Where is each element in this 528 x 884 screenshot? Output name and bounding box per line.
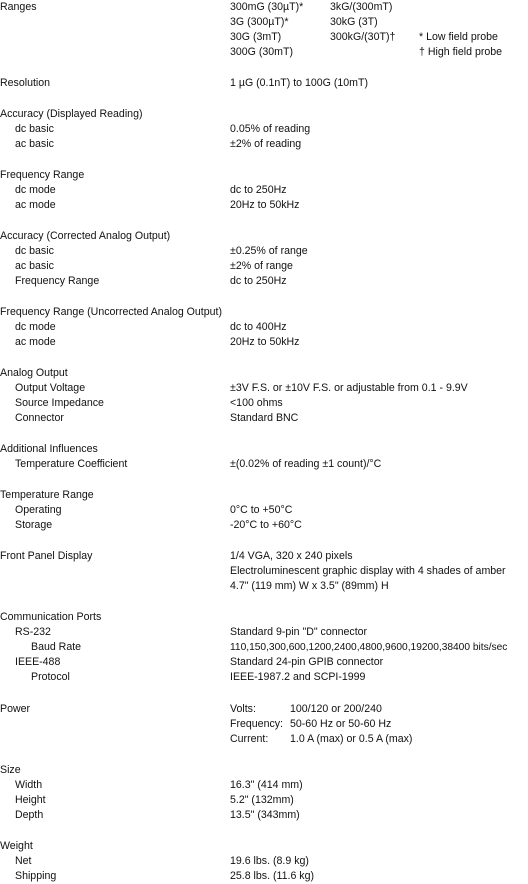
spec-label: ac basic xyxy=(15,260,54,272)
spec-value: 20Hz to 50kHz xyxy=(230,336,300,348)
spec-value: 0.05% of reading xyxy=(230,123,311,135)
spec-value: 13.5" (343mm) xyxy=(230,809,300,821)
spec-value: Standard BNC xyxy=(230,412,299,424)
spec-label: IEEE-488 xyxy=(15,656,61,668)
power-value: 1.0 A (max) or 0.5 A (max) xyxy=(290,733,413,745)
power-value: 50-60 Hz or 50-60 Hz xyxy=(290,718,392,730)
range-note: † High field probe xyxy=(419,46,503,58)
spec-value: ±(0.02% of reading ±1 count)/°C xyxy=(230,458,382,470)
range-value: 30G (3mT) xyxy=(230,31,282,43)
section-heading: Weight xyxy=(0,840,33,852)
resolution-value: 1 µG (0.1nT) to 100G (10mT) xyxy=(230,77,368,89)
section-heading: Communication Ports xyxy=(0,611,102,623)
section-heading: Analog Output xyxy=(0,367,68,379)
spec-value: ±3V F.S. or ±10V F.S. or adjustable from 0.1 - 9.9V xyxy=(230,382,468,394)
spec-value: 4.7" (119 mm) W x 3.5" (89mm) H xyxy=(230,580,389,592)
section-heading: Power xyxy=(0,703,31,715)
range-value: 3kG/(300mT) xyxy=(330,1,393,13)
section-heading: Frequency Range xyxy=(0,169,85,181)
spec-label: ac mode xyxy=(15,336,56,348)
spec-label: dc mode xyxy=(15,184,56,196)
range-value: 300mG (30µT)* xyxy=(230,1,304,13)
section-heading: Size xyxy=(0,764,21,776)
spec-value: ±0.25% of range xyxy=(230,245,308,257)
spec-value: dc to 250Hz xyxy=(230,184,287,196)
spec-label: dc basic xyxy=(15,123,54,135)
spec-value: <100 ohms xyxy=(230,397,283,409)
spec-label: ac basic xyxy=(15,138,54,150)
spec-value: dc to 250Hz xyxy=(230,275,287,287)
section-heading: Front Panel Display xyxy=(0,550,93,562)
ranges-label: Ranges xyxy=(0,1,37,13)
section-heading: Additional Influences xyxy=(0,443,98,455)
spec-label: RS-232 xyxy=(15,626,51,638)
spec-value: 0°C to +50°C xyxy=(230,504,293,516)
spec-label: Baud Rate xyxy=(31,641,82,653)
spec-value: 19.6 lbs. (8.9 kg) xyxy=(230,855,309,867)
spec-label: Frequency Range xyxy=(15,275,100,287)
spec-label: Connector xyxy=(15,412,64,424)
spec-label: ac mode xyxy=(15,199,56,211)
spec-label: Output Voltage xyxy=(15,382,86,394)
spec-label: Source Impedance xyxy=(15,397,104,409)
spec-value: 25.8 lbs. (11.6 kg) xyxy=(230,870,315,882)
range-value: 30kG (3T) xyxy=(330,16,378,28)
range-note: * Low field probe xyxy=(419,31,498,43)
spec-label: dc basic xyxy=(15,245,54,257)
spec-label: Width xyxy=(15,779,43,791)
spec-value: 5.2" (132mm) xyxy=(230,794,294,806)
spec-value: -20°C to +60°C xyxy=(230,519,302,531)
spec-value: Electroluminescent graphic display with 4 shades of amber xyxy=(230,565,506,577)
spec-value: 20Hz to 50kHz xyxy=(230,199,300,211)
spec-label: Operating xyxy=(15,504,62,516)
spec-value: 110,150,300,600,1200,2400,4800,9600,19200,38400 bits/sec xyxy=(230,642,508,653)
spec-value: IEEE-1987.2 and SCPI-1999 xyxy=(230,671,366,683)
spec-label: dc mode xyxy=(15,321,56,333)
spec-label: Shipping xyxy=(15,870,57,882)
power-key: Current: xyxy=(230,733,269,745)
spec-label: Net xyxy=(15,855,32,867)
spec-label: Temperature Coefficient xyxy=(15,458,128,470)
spec-label: Storage xyxy=(15,519,53,531)
section-heading: Frequency Range (Uncorrected Analog Output) xyxy=(0,306,223,318)
spec-value: Standard 24-pin GPIB connector xyxy=(230,656,384,668)
spec-value: 16.3" (414 mm) xyxy=(230,779,303,791)
range-value: 300G (30mT) xyxy=(230,46,293,58)
power-value: 100/120 or 200/240 xyxy=(290,703,382,715)
power-key: Frequency: xyxy=(230,718,283,730)
spec-label: Protocol xyxy=(31,671,70,683)
section-heading: Accuracy (Displayed Reading) xyxy=(0,108,143,120)
spec-value: 1/4 VGA, 320 x 240 pixels xyxy=(230,550,353,562)
spec-value: ±2% of reading xyxy=(230,138,302,150)
resolution-label: Resolution xyxy=(0,77,51,89)
section-heading: Temperature Range xyxy=(0,489,94,501)
spec-label: Depth xyxy=(15,809,44,821)
spec-value: Standard 9-pin "D" connector xyxy=(230,626,368,638)
range-value: 300kG/(30T)† xyxy=(330,31,396,43)
spec-label: Height xyxy=(15,794,46,806)
range-value: 3G (300µT)* xyxy=(230,16,289,28)
power-key: Volts: xyxy=(230,703,256,715)
spec-value: ±2% of range xyxy=(230,260,293,272)
spec-value: dc to 400Hz xyxy=(230,321,287,333)
section-heading: Accuracy (Corrected Analog Output) xyxy=(0,230,171,242)
